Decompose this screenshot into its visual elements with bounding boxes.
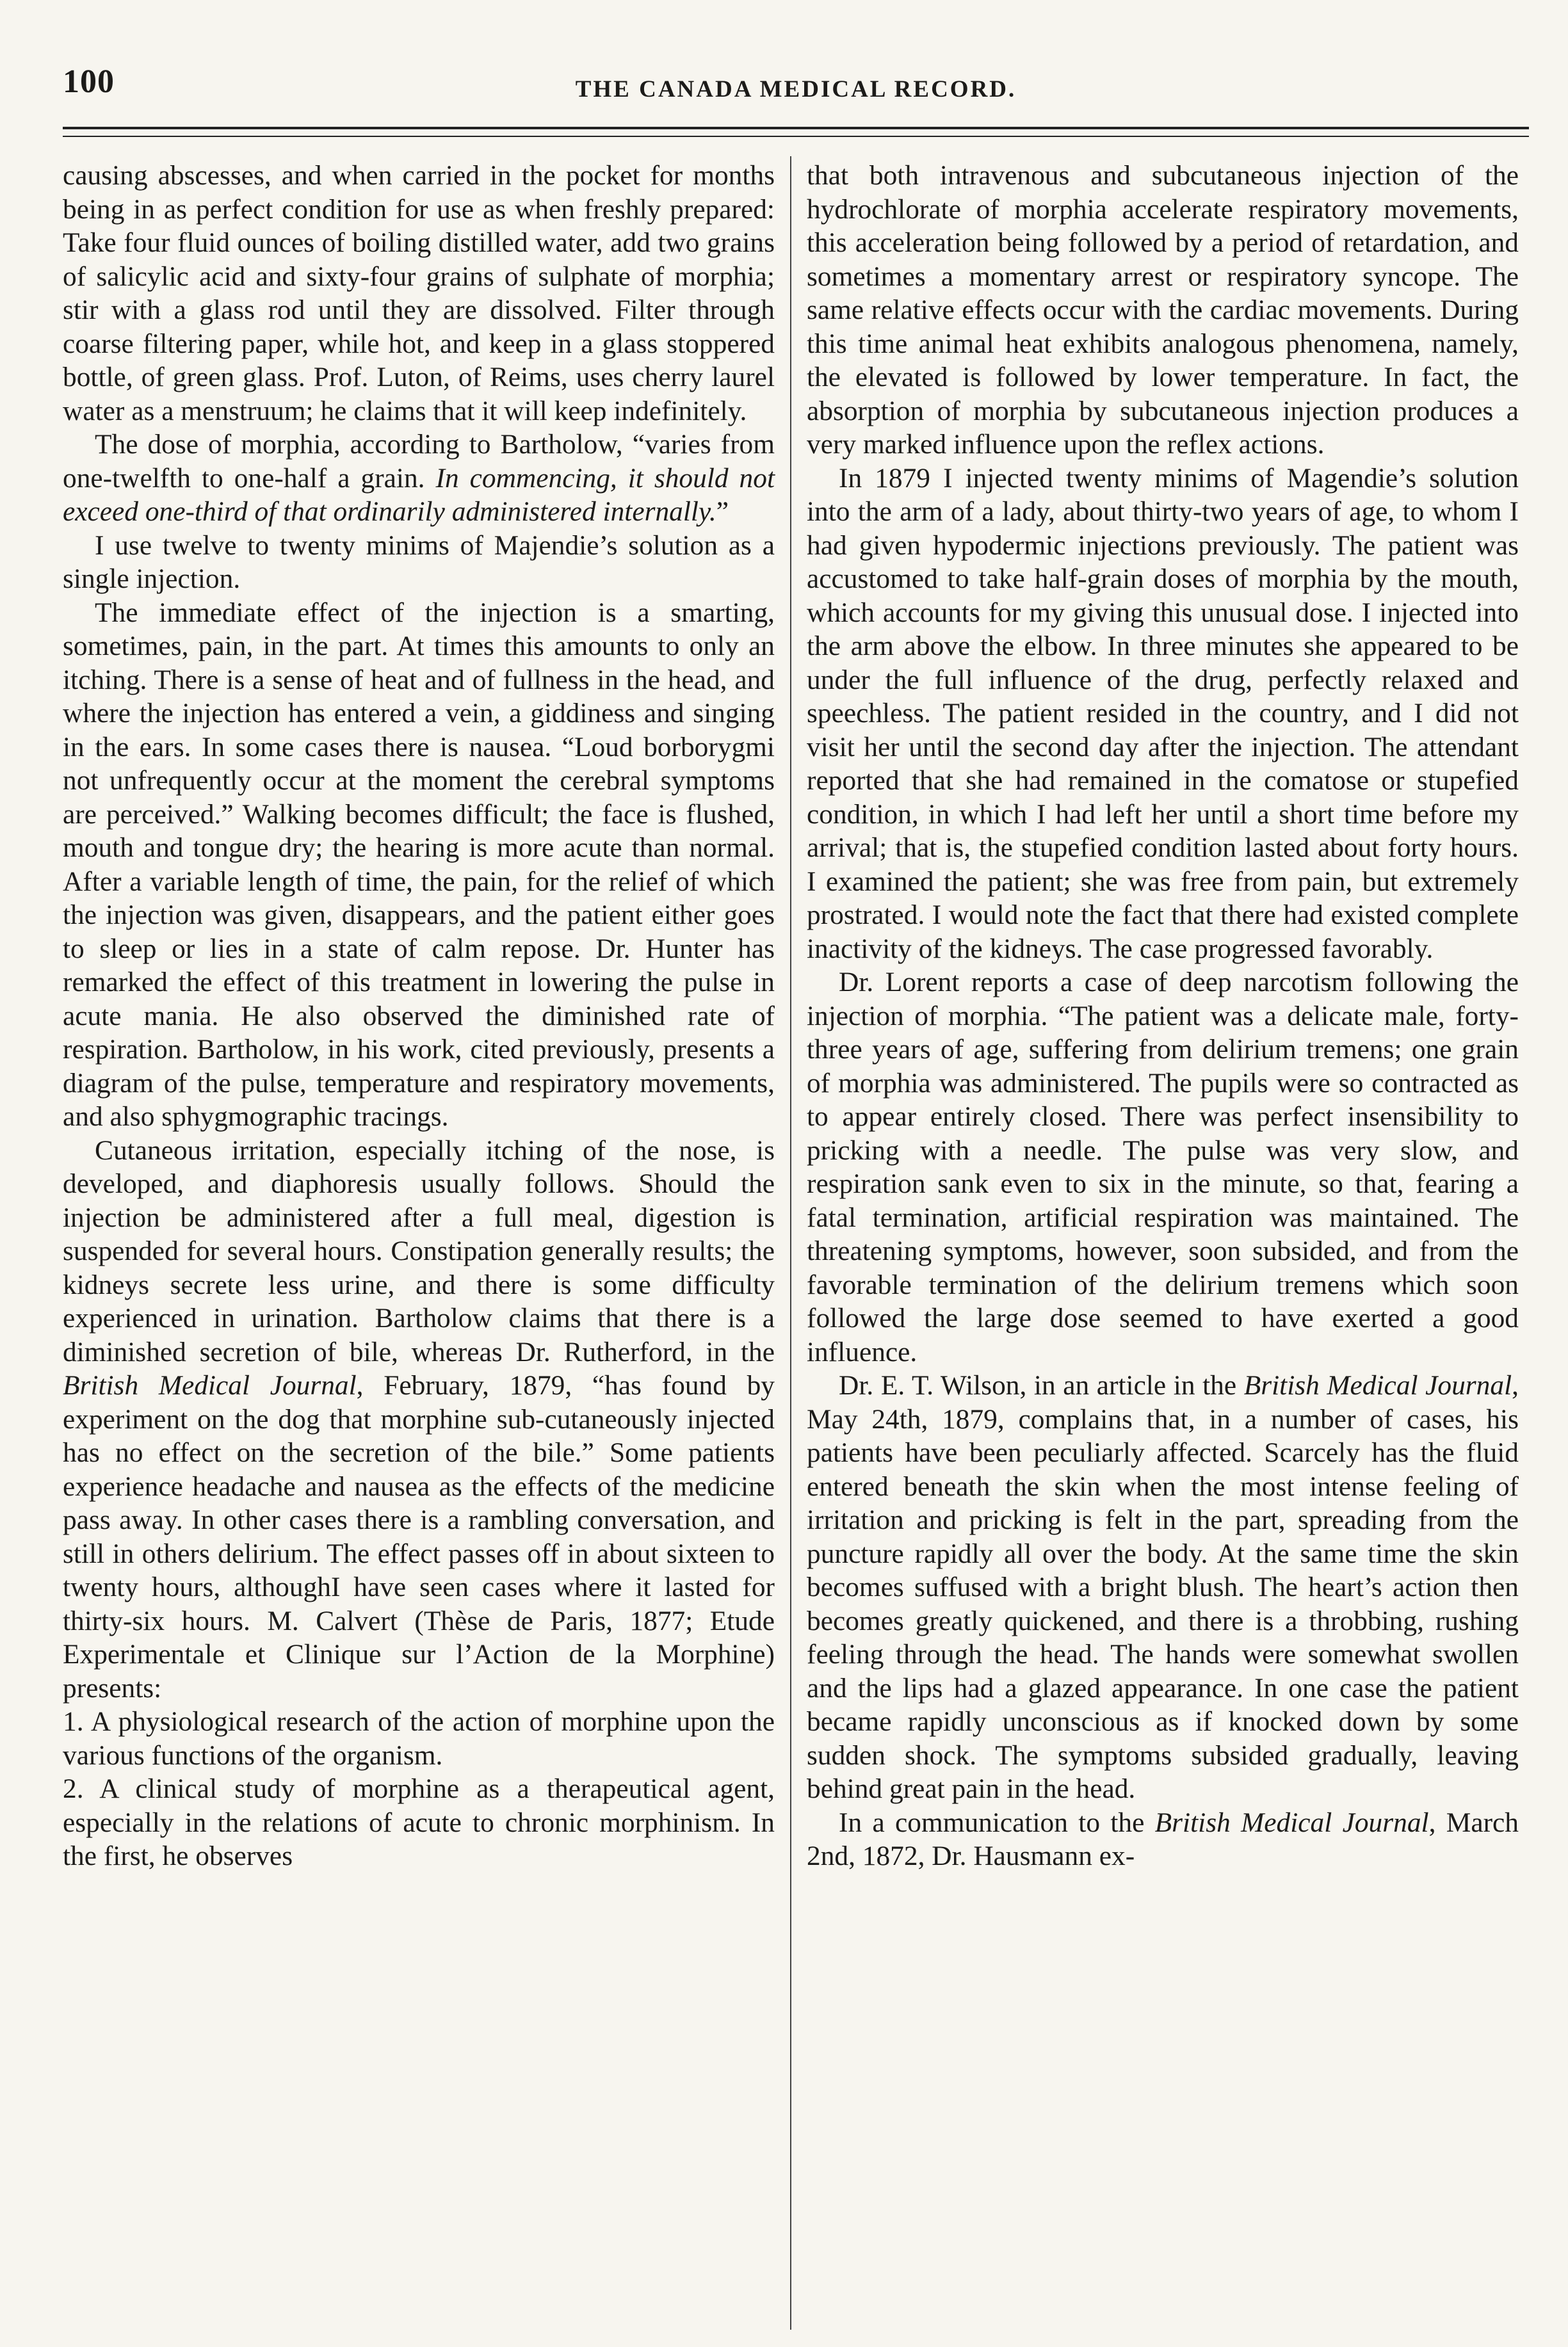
paragraph-text: , February, 1879, “has found by experiment on the dog that morphine sub-cutaneously injected has no effect on the secretion of the bile.” Some patients experience headache and nausea as the effects of the medicine pass away. In other cases there is a rambling conversation, and still in others delirium. The effect passes off in about sixteen to twenty hours, althoughI have seen cases where it lasted for thirty-six hours. M. Calvert (Thèse de Paris, 1877; Etude Experimentale et Clinique sur l’Action de la Morphine) presents: bbox=[63, 1370, 775, 1704]
paragraph: that both intravenous and subcutaneous injection of the hydrochlorate of morphia accelerate respiratory movements, this acceleration being followed by a period of retardation, and sometimes a momentary arrest or respiratory syncope. The same relative effects occur with the cardiac movements. During this time animal heat exhibits analogous phenomena, namely, the elevated is followed by lower temperature. In fact, the absorption of morphia by subcutaneous injection produces a very marked influence upon the reflex actions. bbox=[807, 160, 1519, 460]
paragraph-text: , May 24th, 1879, complains that, in a number of cases, his patients have been peculiarly affected. Scarcely has the fluid entered beneath the skin when the most intense feeling of irritation and pricking is felt in the part, spreading from the puncture rapidly all over the body. At the same time the skin becomes suffused with a bright blush. The heart’s action then becomes greatly quickened, and there is a throbbing, rushing feeling through the head. The hands were somewhat swollen and the lips had a glazed appearance. In one case the patient became rapidly unconscious as if knocked down by some sudden shock. The symptoms subsided gradually, leaving behind great pain in the head. bbox=[807, 1370, 1519, 1804]
journal-title: British Medical Journal bbox=[63, 1370, 357, 1401]
paragraph: I use twelve to twenty minims of Majendie’s solution as a single injection. bbox=[63, 529, 775, 594]
paragraph bbox=[63, 1134, 775, 1706]
right-column bbox=[807, 159, 1519, 1873]
paragraph: In 1879 I injected twenty minims of Magendie’s solution into the arm of a lady, about thirty-two years of age, to whom I had given hypodermic injections previously. The patient was accustomed to take half-grain doses of morphia by the mouth, which accounts for my giving this unusual dose. I injected into the arm above the elbow. In three minutes she appeared to be under the full influence of the drug, perfectly relaxed and speechless. The patient resided in the country, and I did not visit her until the second day after the injection. The attendant reported that she had remained in the comatose or stupefied condition, in which I had left her until a short time before my arrival; that is, the stupefied condition lasted about forty hours. I examined the patient; she was free from pain, but extremely prostrated. I would note the fact that there had existed complete inactivity of the kidneys. The case progressed favorably. bbox=[807, 462, 1519, 964]
left-column bbox=[63, 159, 775, 1873]
header-rule-thick bbox=[63, 127, 1529, 129]
paragraph-text: , March 2nd, 1872, Dr. Hausmann ex- bbox=[807, 1807, 1519, 1871]
list-item: 1. A physiological research of the action of morphine upon the various functions of the organism. bbox=[63, 1706, 775, 1771]
paragraph-text: In a communication to the bbox=[839, 1807, 1155, 1838]
paragraph-text: Dr. E. T. Wilson, in an article in the bbox=[839, 1370, 1244, 1401]
header-rule-thin bbox=[63, 136, 1529, 137]
journal-title: British Medical Journal bbox=[1154, 1807, 1429, 1838]
paragraph-text: The dose of morphia, according to Bartholow, “varies from one-twelfth to one-half a grain. bbox=[63, 429, 775, 494]
running-title: THE CANADA MEDICAL RECORD. bbox=[575, 76, 1017, 102]
paragraph bbox=[807, 1806, 1519, 1873]
paragraph: Dr. Lorent reports a case of deep narcotism following the injection of morphia. “The patient was a delicate male, forty-three years of age, suffering from delirium tremens; one grain of morphia was administered. The pupils were so contracted as to appear entirely closed. There was perfect insensibility to pricking with a needle. The pulse was very slow, and respiration sank even to six in the minute, so that, fearing a fatal termination, artificial respiration was maintained. The threatening symptoms, however, soon subsided, and from the favorable termination of the delirium tremens which soon followed the large dose seemed to have exerted a good influence. bbox=[807, 967, 1519, 1367]
journal-title: British Medical Journal bbox=[1243, 1370, 1512, 1401]
list-item: 2. A clinical study of morphine as a therapeutical agent, especially in the relations of acute to chronic morphinism. In the first, he observes bbox=[63, 1773, 775, 1871]
paragraph bbox=[63, 428, 775, 529]
closing-quote: ” bbox=[716, 496, 729, 527]
paragraph bbox=[807, 1369, 1519, 1806]
paragraph: causing abscesses, and when carried in the pocket for months being in as perfect condition for use as when freshly prepared: Take four fluid ounces of boiling distilled water, add two grains of salicylic acid and sixty-four grains of sulphate of morphia; stir with a glass rod until they are dissolved. Filter through coarse filtering paper, while hot, and keep in a glass stoppered bottle, of green glass. Prof. Luton, of Reims, uses cherry laurel water as a menstruum; he claims that it will keep indefinitely. bbox=[63, 160, 775, 426]
page-header bbox=[63, 56, 1529, 114]
paragraph-text: Cutaneous irritation, especially itching of the nose, is developed, and diaphoresis usually follows. Should the injection be administered after a full meal, digestion is suspended for several hours. Constipation generally results; the kidneys secrete less urine, and there is some difficulty experienced in urination. Bartholow claims that there is a diminished secretion of bile, whereas Dr. Rutherford, in the bbox=[63, 1134, 775, 1367]
italic-quote: In commencing, it should not exceed one-third of that ordinarily administered internally. bbox=[63, 462, 775, 527]
paragraph: The immediate effect of the injection is a smarting, sometimes, pain, in the part. At times this amounts to only an itching. There is a sense of heat and of fullness in the head, and where the injection has entered a vein, a giddiness and singing in the ears. In some cases there is nausea. “Loud borborygmi not unfrequently occur at the moment the cerebral symptoms are perceived.” Walking becomes difficult; the face is flushed, mouth and tongue dry; the hearing is more acute than normal. After a variable length of time, the pain, for the relief of which the injection was given, disappears, and the patient either goes to sleep or lies in a state of calm repose. Dr. Hunter has remarked the effect of this treatment in lowering the pulse in acute mania. He also observed the diminished rate of respiration. Bartholow, in his work, cited previously, presents a diagram of the pulse, temperature and respiratory movements, and also sphygmographic tracings. bbox=[63, 597, 775, 1132]
page-number: 100 bbox=[63, 63, 115, 100]
column-divider bbox=[790, 156, 791, 2330]
